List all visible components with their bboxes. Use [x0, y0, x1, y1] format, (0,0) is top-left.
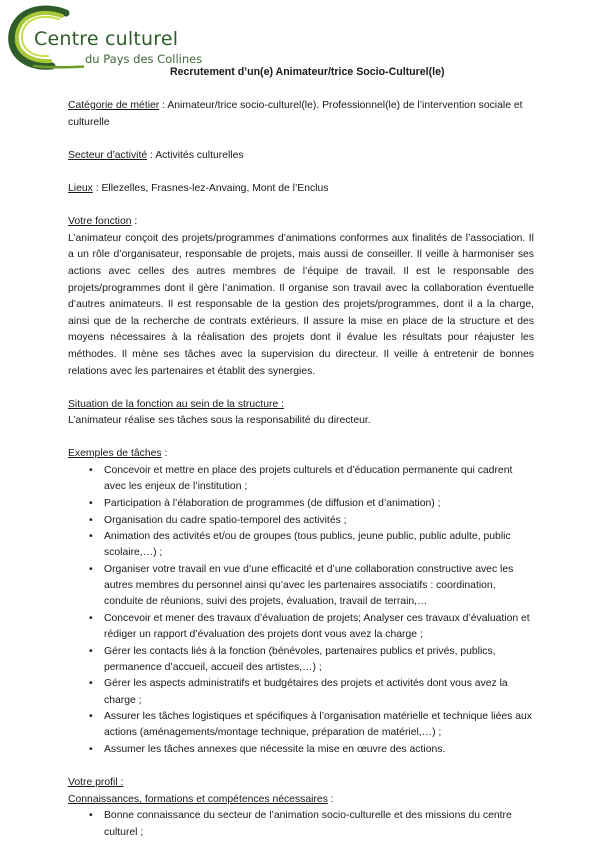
categorie-label: Catégorie de métier [68, 100, 160, 111]
fonction-label: Votre fonction [68, 216, 132, 228]
list-item-text: Concevoir et mener des travaux d’évaluation de projets; Analyser ces travaux d’évaluation et rédiger un rapport d’évaluation des projets dont vous avez la charge ; [104, 612, 530, 640]
list-item [68, 742, 534, 758]
fonction-label-suffix: : [131, 216, 138, 228]
profil-sublabel: Connaissances, formations et compétences nécessaires [68, 793, 328, 805]
bullet-icon: • [89, 514, 93, 526]
exemples-list [68, 463, 534, 758]
exemples-label: Exemples de tâches [68, 448, 162, 460]
lieux-label: Lieux [68, 182, 93, 194]
secteur-paragraph [68, 148, 534, 165]
list-item [68, 808, 534, 840]
bullet-icon: • [89, 531, 93, 543]
document-title: Recrutement d’un(e) Animateur/trice Socio-Culturel(le) [170, 66, 445, 78]
list-item [68, 562, 534, 610]
bullet-icon: • [89, 711, 93, 723]
logo [4, 4, 214, 70]
list-item-text: Gérer les contacts liés à la fonction (bénévoles, partenaires publics et privés, publics, permanence d’accueil, accueil des artistes,…) ; [104, 645, 496, 673]
exemples-heading [68, 446, 534, 463]
profil-heading: Votre profil : [68, 777, 124, 789]
profil-list [68, 808, 534, 840]
list-item-text: Gérer les aspects administratifs et budgétaires des projets et activités dont vous avez la charge ; [104, 678, 508, 706]
list-item [68, 709, 534, 741]
list-item-text: Participation à l’élaboration de programmes (de diffusion et d’animation) ; [104, 497, 441, 509]
lieux-paragraph [68, 181, 534, 198]
bullet-icon: • [89, 612, 93, 624]
bullet-icon: • [89, 678, 93, 690]
bullet-icon: • [89, 645, 93, 657]
list-item [68, 611, 534, 643]
situation-heading: Situation de la fonction au sein de la structure : [68, 398, 285, 410]
bullet-icon: • [89, 744, 93, 755]
profil-sublabel-suffix: : [327, 793, 334, 805]
list-item-text: Organiser votre travail en vue d’une efficacité et d’une collaboration constructive avec les autres membres du personnel ainsi qu’avec les partenaires associatifs : coordination, conduite de réunions, suivi des projets, évaluation, travail de terrain,… [104, 564, 514, 608]
bullet-icon: • [89, 497, 93, 509]
categorie-paragraph [68, 98, 534, 131]
logo-title: Centre culturel [34, 28, 179, 50]
fonction-text: L’animateur conçoit des projets/programmes d’animations conformes aux finalités de l’association. Il a un rôle d’organisateur, responsable de projets, mais aussi de conseiller. Il veille à harmoniser ses actions avec celles des autres membres de l’équipe de travail. Il est le responsable des projets/programmes dont il gère l’animation. Il organise son travail avec la collaboration éventuelle d’autres animateurs. Il est responsable de la gestion des projets/programmes, dont il a la charge, ainsi que de la recherche de contrats extérieurs. Il assure la mise en place de la structure et des moyens nécessaires à la réalisation des projets dont il évalue les résultats pour réajuster les méthodes. Il mène ses tâches avec la supervision du directeur. Il veille à entretenir de bonnes relations avec les partenaires et établit des synergies. [68, 232, 534, 377]
situation-text: L’animateur réalise ses tâches sous la responsabilité du directeur. [68, 415, 371, 427]
bullet-icon: • [89, 564, 93, 575]
list-item [68, 513, 534, 529]
list-item [68, 676, 534, 708]
list-item-text: Organisation du cadre spatio-temporel des activités ; [104, 514, 347, 526]
list-item-text: Animation des activités et/ou de groupes (tous publics, jeune public, public adulte, public scolaire,…) ; [104, 531, 511, 559]
profil-subheading [68, 792, 534, 809]
list-item-text: Concevoir et mettre en place des projets culturels et d’éducation permanente qui cadrent avec les enjeux de l’institution ; [104, 465, 513, 493]
list-item-text: Assurer les tâches logistiques et spécifiques à l’organisation matérielle et technique liées aux actions (aménagements/montage technique, préparation de matériel,…) ; [104, 711, 532, 739]
fonction-heading [68, 214, 534, 231]
list-item [68, 529, 534, 561]
secteur-value: : Activités culturelles [147, 149, 244, 161]
list-item [68, 644, 534, 676]
document-body [68, 98, 534, 841]
lieux-value: : Ellezelles, Frasnes-lez-Anvaing, Mont de l’Enclus [92, 182, 329, 194]
bullet-icon: • [89, 810, 93, 822]
list-item [68, 496, 534, 512]
bullet-icon: • [89, 465, 93, 477]
list-item [68, 463, 534, 495]
categorie-value: : Animateur/trice socio-culturel(le). Professionnel(le) de l’intervention sociale et culturelle [68, 100, 523, 128]
list-item-text: Assumer les tâches annexes que nécessite la mise en œuvre des actions. [104, 744, 446, 755]
list-item-text: Bonne connaissance du secteur de l’animation socio-culturelle et des missions du centre culturel ; [104, 810, 512, 838]
logo-subtitle: du Pays des Collines [85, 52, 203, 66]
exemples-label-suffix: : [161, 448, 168, 460]
secteur-label: Secteur d’activité [68, 149, 148, 161]
